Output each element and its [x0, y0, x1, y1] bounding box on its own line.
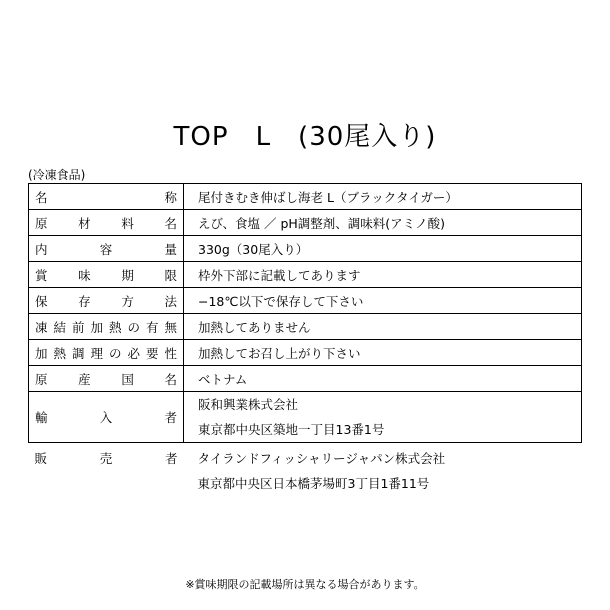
row-value-best-before: 枠外下部に記載してあります	[184, 262, 582, 288]
row-label-net-weight: 内容量	[29, 236, 184, 262]
row-label-importer: 輸入者	[29, 392, 184, 443]
product-title: TOP L (30尾入り)	[173, 122, 437, 152]
row-label-origin: 原産国名	[29, 366, 184, 392]
row-value-storage: −18℃以下で保存して下さい	[184, 288, 582, 314]
table-row	[29, 443, 582, 500]
row-value-ingredients: えび、食塩 ／ pH調整剤、調味料(アミノ酸)	[184, 210, 582, 236]
row-value-net-weight: 330g（30尾入り）	[184, 236, 582, 262]
row-value-cooking-required: 加熱してお召し上がり下さい	[184, 340, 582, 366]
row-value-seller	[184, 443, 582, 500]
row-value-importer	[184, 392, 582, 443]
table-row	[29, 340, 582, 366]
row-label-best-before: 賞味期限	[29, 262, 184, 288]
row-label-name: 名称	[29, 184, 184, 210]
seller-name: タイランドフィッシャリージャパン株式会社	[197, 451, 446, 466]
row-label-ingredients: 原材料名	[29, 210, 184, 236]
row-label-cooking-required: 加熱調理の必要性	[29, 340, 184, 366]
row-value-origin: ベトナム	[184, 366, 582, 392]
table-row	[29, 210, 582, 236]
row-label-heated-before-freezing: 凍結前加熱の有無	[29, 314, 184, 340]
row-label-storage: 保存方法	[29, 288, 184, 314]
row-value-heated-before-freezing: 加熱してありません	[184, 314, 582, 340]
table-row	[29, 366, 582, 392]
table-row	[29, 392, 582, 443]
footnote: ※賞味期限の記載場所は異なる場合があります。	[185, 578, 425, 591]
table-row	[29, 314, 582, 340]
category-label: (冷凍食品)	[28, 168, 86, 182]
importer-name: 阪和興業株式会社	[198, 397, 299, 412]
row-value-name: 尾付きむき伸ばし海老 L（ブラックタイガー）	[184, 184, 582, 210]
table-row	[29, 288, 582, 314]
seller-address: 東京都中央区日本橋茅場町3丁目1番11号	[197, 476, 430, 491]
product-label-table	[28, 183, 582, 499]
table-row	[29, 262, 582, 288]
row-label-seller: 販売者	[34, 451, 178, 466]
table-row	[29, 184, 582, 210]
importer-address: 東京都中央区築地一丁目13番1号	[198, 422, 385, 437]
table-row	[29, 236, 582, 262]
